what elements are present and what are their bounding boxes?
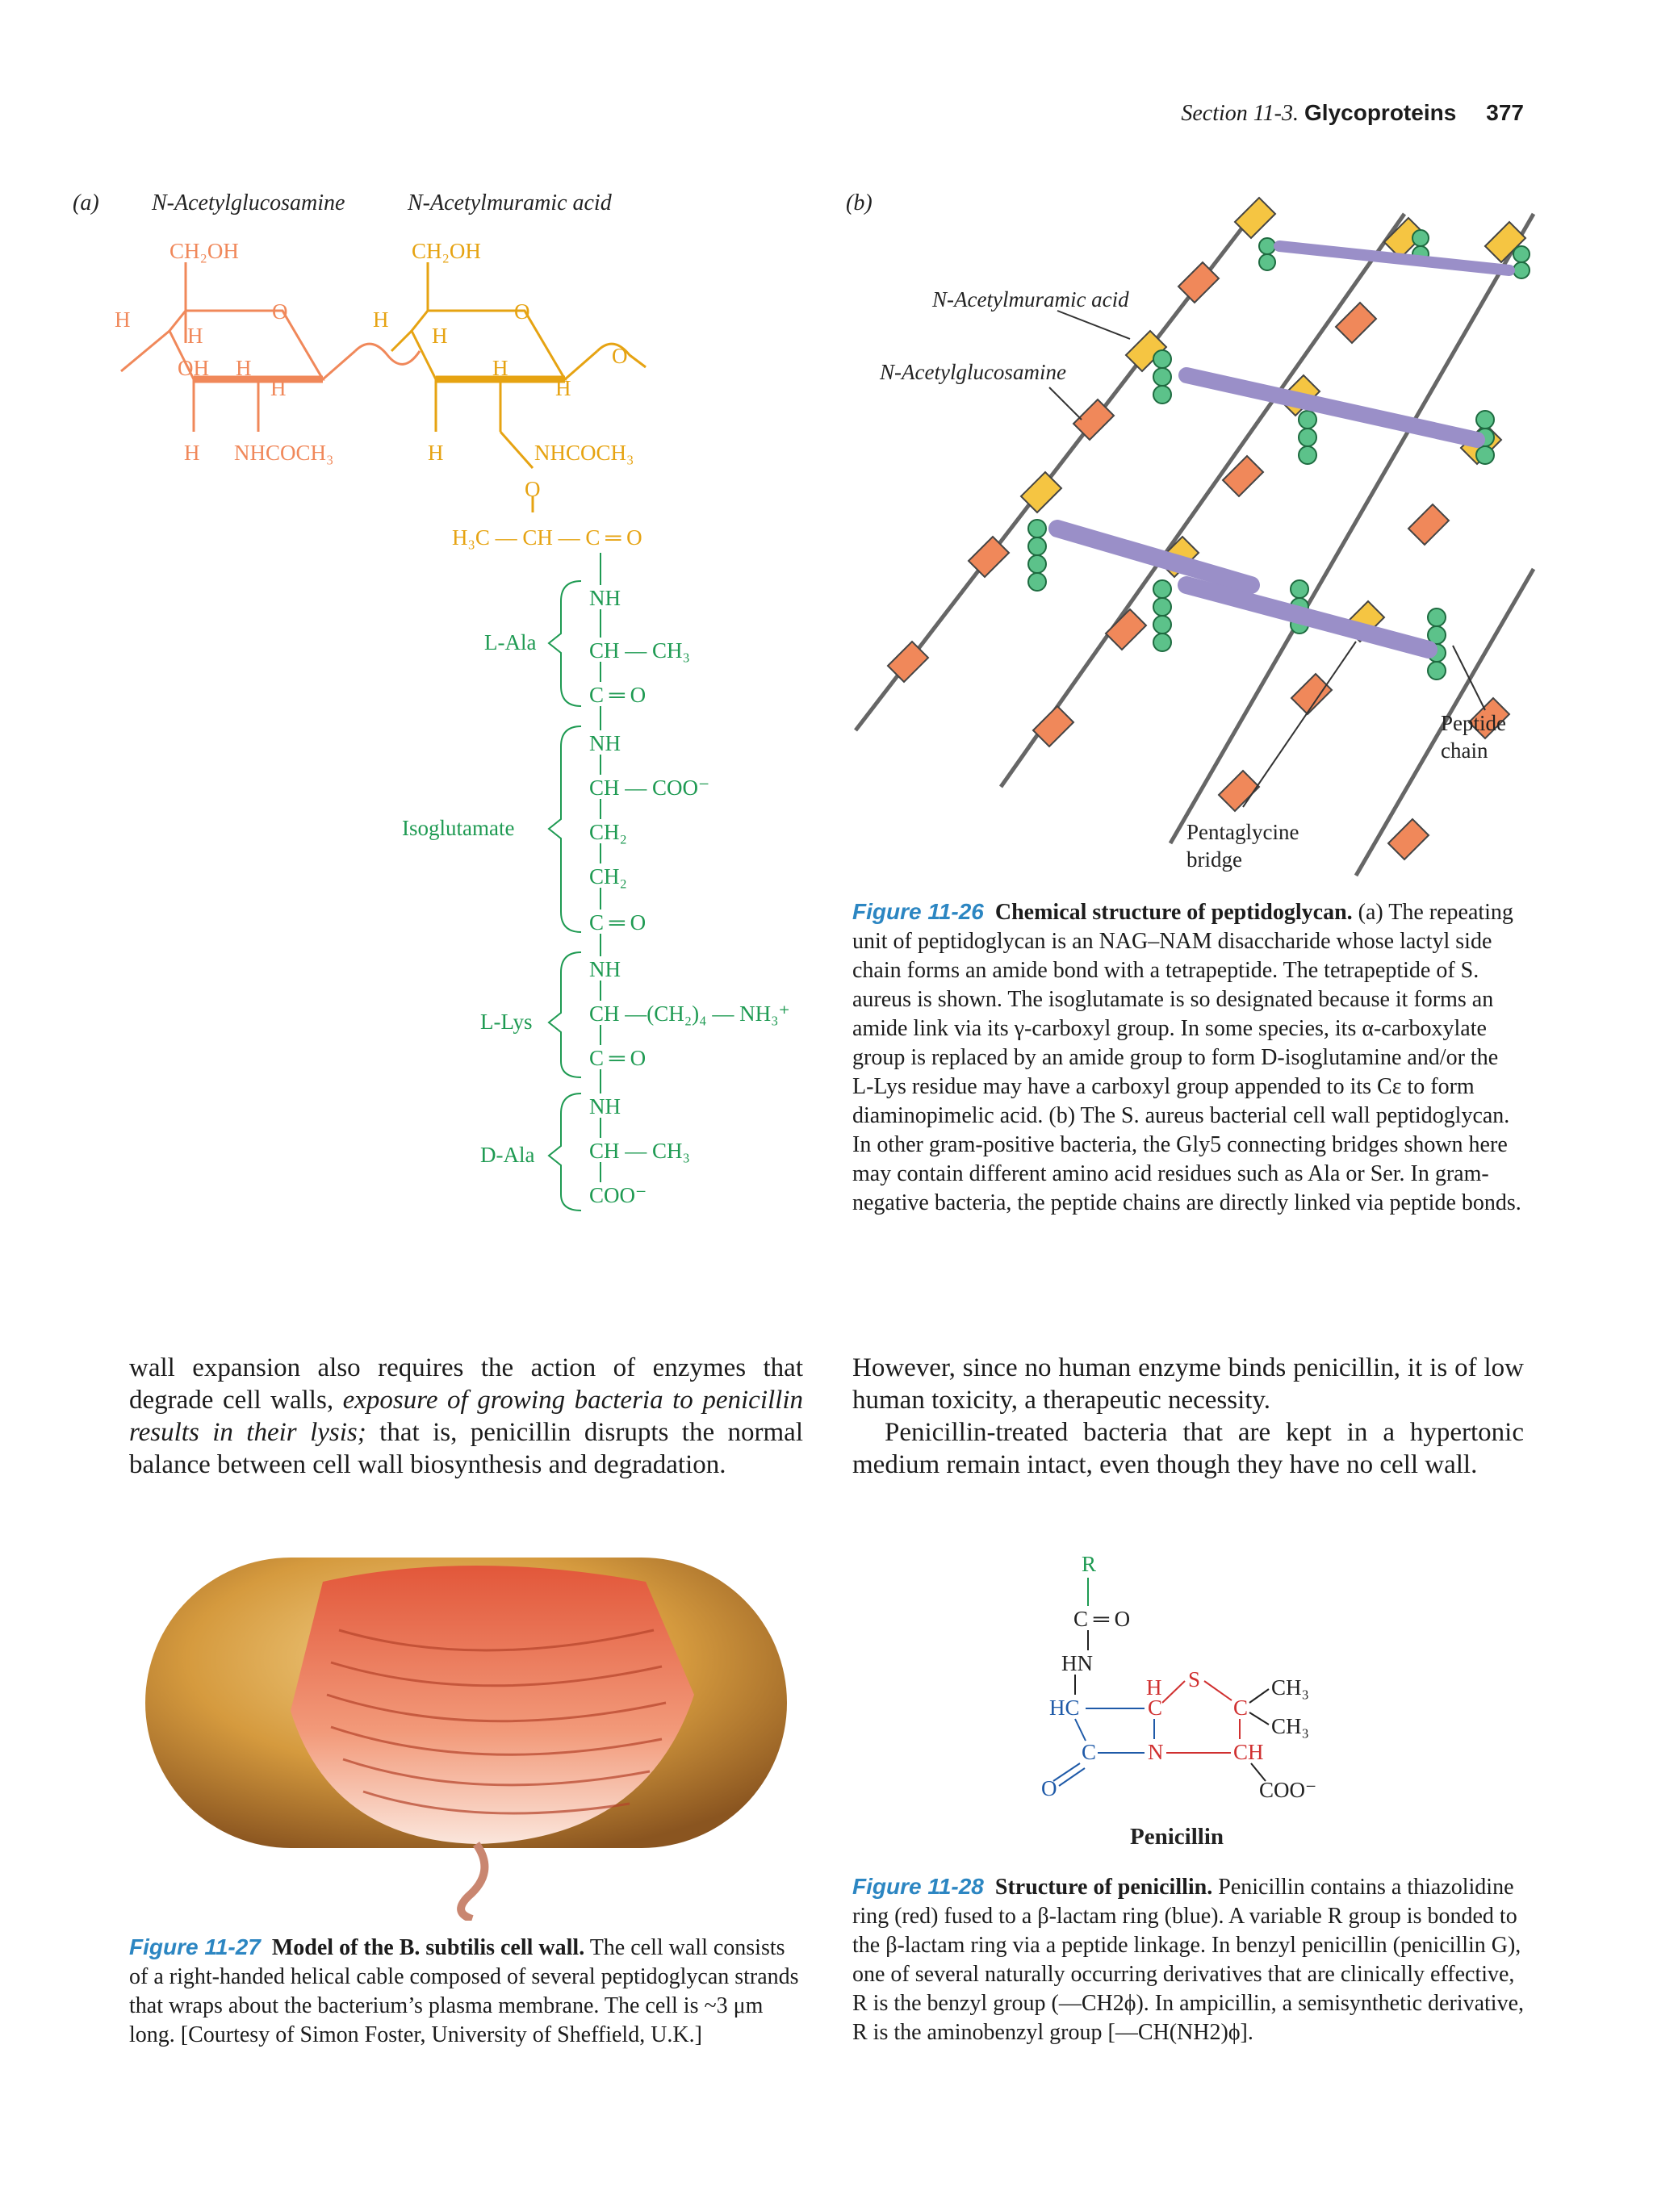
svg-text:H: H — [428, 441, 444, 465]
figure-28-penicillin-structure — [1017, 1545, 1388, 1852]
svg-text:NH: NH — [589, 1094, 621, 1119]
svg-text:CH — COO⁻: CH — COO⁻ — [589, 776, 710, 800]
section-label: Section 11-3. — [1181, 101, 1299, 126]
svg-text:C: C — [1082, 1740, 1097, 1764]
svg-text:CH₃: CH₃ — [1271, 1675, 1309, 1700]
pentaglycine-label-2: bridge — [1186, 847, 1242, 872]
svg-text:HC: HC — [1049, 1696, 1080, 1720]
svg-text:NH: NH — [589, 731, 621, 755]
penicillin-label: Penicillin — [1130, 1824, 1224, 1850]
figure-28-title: Structure of penicillin. — [994, 1875, 1213, 1900]
peptide-chain-label-2: chain — [1441, 738, 1488, 763]
svg-text:H: H — [236, 356, 252, 380]
figure-27-cell-wall-illustration — [129, 1533, 803, 1921]
svg-text:H: H — [492, 356, 508, 380]
d-ala-label: D-Ala — [480, 1143, 535, 1167]
figure-28-text: Penicillin contains a thiazolidine ring (red) fused to a β-lactam ring (blue). A variable R group is bonded to the β-lactam ring via a peptide linkage. In benzyl penicillin (penicillin G), one of several naturally occurring derivatives that are clinically effective, R is the benzyl group (—CH2ϕ). In ampicillin, a semisynthetic derivative, R is the aminobenzyl group [—CH(NH2)ϕ]. — [852, 1875, 1525, 2045]
svg-text:C ═ O: C ═ O — [589, 1046, 647, 1070]
l-ala-label: L-Ala — [484, 630, 537, 654]
svg-text:CH —(CH₂)₄ — NH₃⁺: CH —(CH₂)₄ — NH₃⁺ — [589, 1001, 790, 1026]
figure-28-number: Figure 11-28 — [852, 1874, 984, 1899]
figure-26-title: Chemical structure of peptidoglycan. — [994, 900, 1353, 925]
svg-text:NH: NH — [589, 586, 621, 610]
figure-26-text: (a) The repeating unit of peptidoglycan is an NAG–NAM disaccharide whose lactyl side chain forms an amide bond with a tetrapeptide. The tetrapeptide of S. aureus is shown. The isoglutamate is so designated because it forms an amide link via its γ-carboxyl group. In some species, its α-carboxylate group is replaced by an amide group to form D-isoglutamine and/or the L-Lys residue may have a carboxyl group appended to its Cε to form diaminopimelic acid. (b) The S. aureus bacterial cell wall peptidoglycan. In other gram-positive bacteria, the Gly5 connecting bridges shown here may contain different amino acid residues such as Ala or Ser. In gram-negative bacteria, the peptide chains are directly linked via peptide bonds. — [852, 900, 1521, 1215]
svg-text:O: O — [1041, 1776, 1057, 1800]
nag-label-b: N-Acetylglucosamine — [880, 360, 1066, 384]
svg-text:CH — CH₃: CH — CH₃ — [589, 638, 690, 663]
running-header — [1181, 100, 1524, 127]
svg-text:O: O — [612, 344, 628, 368]
body-text-left: wall expansion also requires the action of enzymes that degrade cell walls, exposure of growing bacteria to penicillin results in their lysis; that is, penicillin disrupts the normal balance between cell wall biosynthesis and degradation. — [129, 1353, 803, 1479]
svg-text:O: O — [514, 299, 530, 324]
figure-27-number: Figure 11-27 — [129, 1934, 261, 1959]
svg-text:CH₂OH: CH₂OH — [169, 239, 239, 263]
nam-heading: N-Acetylmuramic acid — [408, 190, 612, 215]
svg-text:H₃C — CH — C ═ O: H₃C — CH — C ═ O — [452, 525, 642, 550]
section-title: Glycoproteins — [1304, 100, 1457, 125]
figure-27-title: Model of the B. subtilis cell wall. — [271, 1935, 585, 1960]
figure-26a-structure — [65, 182, 790, 1263]
svg-text:CH₂OH: CH₂OH — [412, 239, 481, 263]
svg-text:S: S — [1188, 1667, 1201, 1691]
figure-28-caption — [852, 1872, 1524, 2047]
svg-text:CH: CH — [1233, 1740, 1264, 1764]
svg-text:H: H — [184, 441, 200, 465]
svg-text:OH: OH — [178, 356, 209, 380]
svg-text:C: C — [1233, 1696, 1249, 1720]
panel-b-label: (b) — [846, 190, 873, 215]
svg-text:NH: NH — [589, 957, 621, 981]
svg-text:CH₂: CH₂ — [589, 820, 627, 844]
figure-27-caption — [129, 1933, 803, 2050]
body-right-paragraph-2: Penicillin-treated bacteria that are kept in a hypertonic medium remain intact, even though they have no cell wall. — [852, 1418, 1524, 1479]
svg-text:O: O — [272, 299, 288, 324]
figure-26-number: Figure 11-26 — [852, 899, 984, 924]
body-emphasis: exposure of growing bacteria to penicillin results in their lysis; — [129, 1386, 803, 1447]
figure-26b-peptidoglycan-model — [839, 182, 1534, 892]
svg-text:HN: HN — [1061, 1651, 1093, 1675]
nam-label-b: N-Acetylmuramic acid — [932, 287, 1129, 312]
nag-heading: N-Acetylglucosamine — [152, 190, 345, 215]
svg-text:C ═ O: C ═ O — [589, 910, 647, 935]
svg-text:H: H — [187, 324, 203, 348]
peptide-chain-label-1: Peptide — [1441, 711, 1506, 735]
svg-text:N: N — [1148, 1740, 1164, 1764]
body-text-right — [852, 1352, 1524, 1481]
figure-26-caption — [852, 897, 1524, 1218]
page-number: 377 — [1486, 100, 1524, 125]
nag-ring — [121, 262, 420, 432]
svg-text:NHCOCH₃: NHCOCH₃ — [534, 441, 634, 465]
figure-27-text: The cell wall consists of a right-handed helical cable composed of several peptidoglycan strands that wraps about the bacterium’s plasma membrane. The cell is ~3 μm long. [Courtesy of Simon Foster, University of Sheffield, U.K.] — [129, 1935, 799, 2047]
svg-text:H: H — [373, 307, 389, 332]
l-lys-label: L-Lys — [480, 1010, 533, 1034]
svg-text:CH — CH₃: CH — CH₃ — [589, 1139, 690, 1163]
svg-text:R: R — [1082, 1552, 1097, 1576]
svg-text:H: H — [432, 324, 448, 348]
svg-text:COO⁻: COO⁻ — [1259, 1778, 1317, 1802]
svg-text:H: H — [115, 307, 131, 332]
svg-text:C: C — [1148, 1696, 1163, 1720]
panel-a-label: (a) — [73, 190, 99, 215]
svg-text:NHCOCH₃: NHCOCH₃ — [234, 441, 334, 465]
svg-text:C ═ O: C ═ O — [589, 683, 647, 707]
pentaglycine-label-1: Pentaglycine — [1186, 820, 1299, 844]
svg-text:H: H — [555, 376, 571, 400]
svg-text:COO⁻: COO⁻ — [589, 1183, 647, 1207]
svg-text:CH₂: CH₂ — [589, 864, 627, 889]
svg-text:H: H — [270, 376, 287, 400]
svg-text:CH₃: CH₃ — [1271, 1714, 1309, 1738]
body-right-paragraph-1: However, since no human enzyme binds penicillin, it is of low human toxicity, a therapeutic necessity. — [852, 1353, 1524, 1415]
svg-text:H: H — [1146, 1675, 1162, 1700]
svg-text:O: O — [525, 477, 541, 501]
svg-text:C ═ O: C ═ O — [1073, 1607, 1131, 1631]
isoglutamate-label: Isoglutamate — [402, 816, 515, 840]
